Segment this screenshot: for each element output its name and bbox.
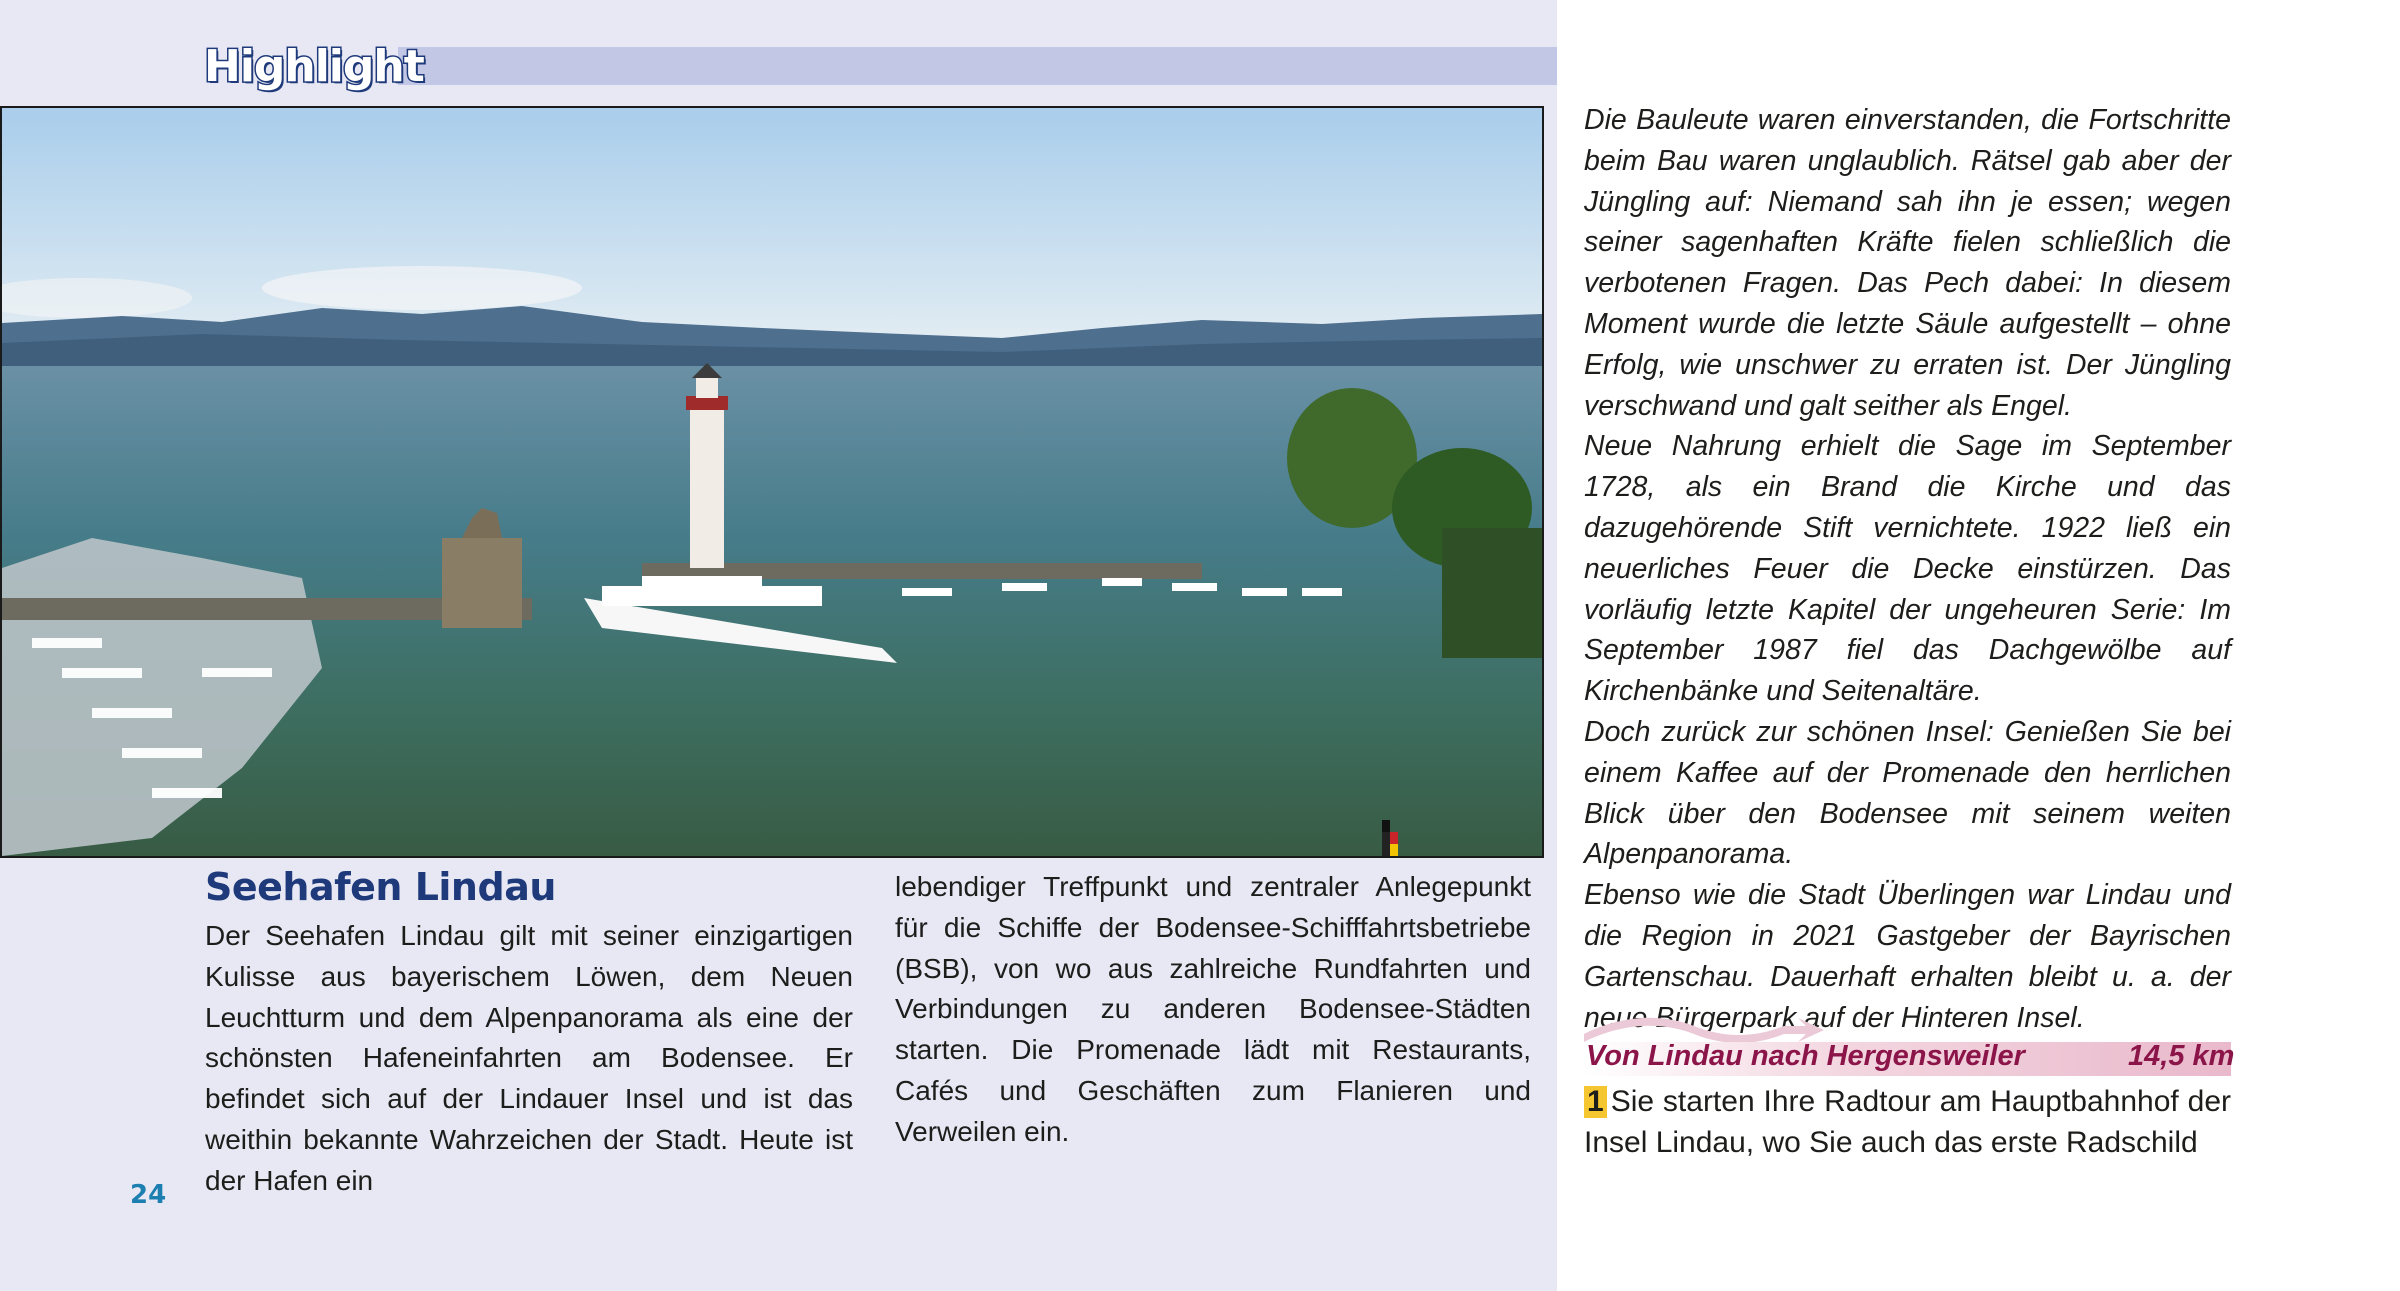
paragraph: Neue Nahrung erhielt die Sage im September 1728, als ein Brand die Kirche und das dazugehörende Stift vernichtete. 1922 ließ ein neuerliches Feuer die Decke einstürzen. Das vorläufig letzte Kapitel der ungeheuren Serie: Im September 1987 fiel das Dachgewölbe auf Kirchenbänke und Seitenaltäre. (1584, 430, 2231, 708)
route-title: Von Lindau nach Hergensweiler (1586, 1040, 2025, 1072)
article-title: Seehafen Lindau (205, 865, 556, 909)
step-number-badge: 1 (1584, 1086, 1607, 1118)
route-step-text: Sie starten Ihre Radtour am Hauptbahnhof der Insel Lindau, wo Sie auch das erste Radschild (1584, 1085, 2231, 1159)
highlight-bar (398, 47, 1557, 85)
paragraph: Ebenso wie die Stadt Überlingen war Lindau und die Region in 2021 Gastgeber der Bayrischen Gartenschau. Dauerhaft erhalten bleibt u. a. der neue Bürgerpark auf der Hinteren Insel. (1584, 879, 2231, 1034)
harbor-illustration (2, 108, 1542, 856)
highlight-label: Highlight (204, 41, 424, 92)
harbor-photo (0, 106, 1544, 858)
right-column-text (1584, 100, 2231, 1038)
page-number: 24 (130, 1180, 167, 1210)
paragraph: Doch zurück zur schönen Insel: Genießen Sie bei einem Kaffee auf der Promenade den herrlichen Blick über den Bodensee mit seinem weiten Alpenpanorama. (1584, 715, 2231, 871)
route-step-text-block (1584, 1081, 2231, 1163)
paragraph: Die Bauleute waren einverstanden, die Fortschritte beim Bau waren unglaublich. Rätsel gab aber der Jüngling auf: Niemand sah ihn je essen; wegen seiner sagenhaften Kräfte fielen schließlich die verbotenen Fragen. Das Pech dabei: In diesem Moment wurde die letzte Säule aufgestellt – ohne Erfolg, wie unschwer zu erraten ist. Der Jüngling verschwand und galt seither als Engel. (1584, 104, 2231, 422)
article-column-2: lebendiger Treffpunkt und zentraler Anlegepunkt für die Schiffe der Bodensee-Schifffahrtsbetriebe (BSB), von wo aus zahlreiche Rundfahrten und Verbindungen zu anderen Bodensee-Städten starten. Die Promenade lädt mit Restaurants, Cafés und Geschäften zum Flanieren und Verweilen ein. (895, 871, 1531, 1147)
route-distance: 14,5 km (2128, 1040, 2235, 1072)
article-column-1: Der Seehafen Lindau gilt mit seiner einzigartigen Kulisse aus bayerischem Löwen, dem Neuen Leuchtturm und dem Alpenpanorama als eine der schönsten Hafeneinfahrten am Bodensee. Er befindet sich auf der Lindauer Insel und ist das weithin bekannte Wahrzeichen der Stadt. Heute ist der Hafen ein (205, 920, 853, 1196)
